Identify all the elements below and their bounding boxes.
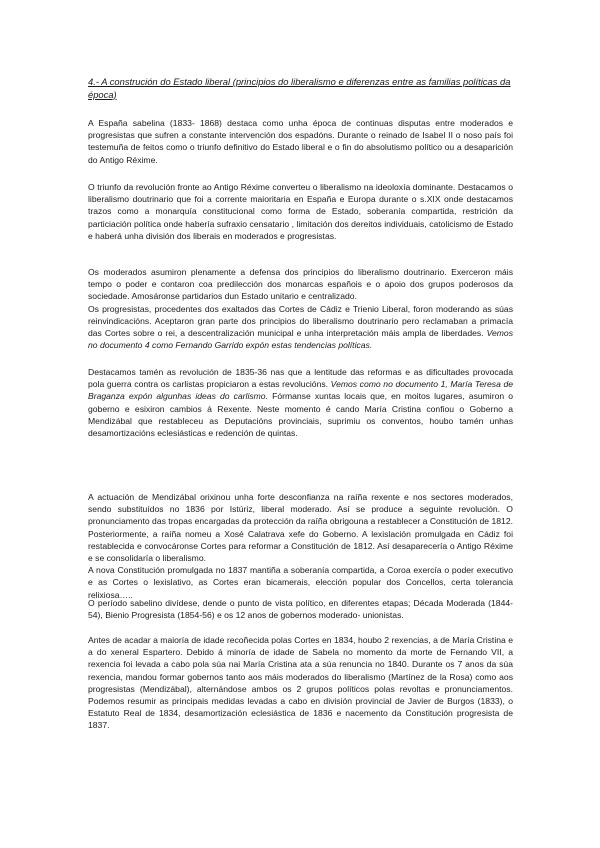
paragraph-isabelline-era: A España sabelina (1833- 1868) destaca como unha época de continuas disputas entre moderados e progresistas que sufren a constante intervención dos espadóns. Durante o reinado de Isabel II o noso país foi testemuña de feitos como o triunfo definitivo do Estado liberal e o fin do absolutismo político ou a desaparición do Antigo Réxime. <box>88 118 513 165</box>
new-constitution-text: A nova Constitución promulgada no 1837 mantiña a soberanía compartida, a Coroa exercía o poder executivo e as Cortes o lexislativo, as Cortes eran bicamerais, elección popular dos Concellos, certa tolerancia relixiosa….. <box>88 565 513 600</box>
paragraph-political-families <box>88 266 513 351</box>
document-4-reference: Vemos no documento 4 como Fernando Garrido expón estas tendencias políticas. <box>88 328 513 351</box>
paragraph-regencies: Antes de acadar a maioría de idade recoñecida polas Cortes en 1834, houbo 2 rexencias, a de María Cristina e a do xeneral Espartero. Debido á minoría de idade de Sabela no momento da morte de Fernando VII, a rexencia foi levada a cabo pola súa nai María Cristina ata a súa renuncia no 1840. Durante os 7 anos da súa rexencia, mandou formar gobernos tanto aos máis moderados do liberalismo (Martínez de la Rosa) como aos progresistas (Mendizábal), alternándose ambos os 2 grupos políticos polas revoltas e pronunciamentos. Podemos resumir as principais medidas levadas a cabo en división provincial de Javier de Burgos (1833), o Estatuto Real de 1834, desamortización eclesiástica de 1836 e nacemento da Constitución progresista de 1837. <box>88 635 513 731</box>
mendizabal-text: Fórmanse xuntas locais que, en moitos lugares, asumiron o goberno e esixiron cambios á Rexente. Neste momento é cando María Cristina confiou o Goberno a Mendizábal que restableceu as Deputacións provinciais, suprimiu os conventos, houbo tamén unhas desamortizacións eclesiásticas e redención de quintas. <box>88 391 514 439</box>
paragraph-revolution-1835-36 <box>88 366 513 439</box>
paragraph-doctrinaire-liberalism: O triunfo da revolución fronte ao Antigo Réxime converteu o liberalismo na ideoloxía dominante. Destacamos o liberalismo doutrinario que foi a corrente maioritaria en España e Europa durante o s.XIX onde destacamos trazos como a monarquía constitucional como forma de Estado, soberanía compartida, restrición da particiación política onde habería sufraxio censatario , limitación dos dereitos individuais, catolicismo de Estado e haberá unha división dos liberais en moderados e progresistas. <box>88 182 513 241</box>
document-1-reference: Vemos como no documento 1, María Teresa de Braganza expón algunhas ideas do carlismo. <box>88 379 514 402</box>
mendizabal-distrust-text: A actuación de Mendizábal orixinou unha forte desconfianza na raíña rexente e nos sectores moderados, sendo substituídos no 1836 por Istúriz, liberal moderado. Así se produce a seguinte revolución. O pronunciamento das tropas encargadas da protección da raíña obrigouna a restablecer a Constitución de 1812. Posteriormente, a raíña nomeu a Xosé Calatrava xefe do Goberno. A lexislación promulgada en Cádiz foi restablecida e convocáronse Cortes para reformar a Constitución de 1812. Así desaparecería o Antigo Réxime e se consolidaría o liberalismo. <box>88 492 513 564</box>
moderates-text: Os moderados asumiron plenamente a defensa dos principios do liberalismo doutrinario. Exerceron máis tempo o poder e contaron coa predilección dos monarcas españois e o apoio dos grupos poderosos da sociedade. Amosáronse partidarios dun Estado unitario e centralizado. <box>88 267 513 302</box>
progressives-text: Os progresistas, procedentes dos exaltados das Cortes de Cádiz e Trienio Liberal, foron moderando as súas reinvindicacións. Aceptaron gran parte dos principios do liberalismo doutrinario pero reclamaban a primacía das Cortes sobre o rei, a descentralización municipal e unha interpretación máis ampla de liberdades. <box>88 303 513 339</box>
paragraph-constitution-1837 <box>88 491 513 601</box>
section-heading: 4.- A construción do Estado liberal (principios do liberalismo e diferenzas entre as familias políticas da época) <box>88 76 511 100</box>
revolution-text: Destacamos tamén as revolución de 1835-36 nas que a lentitude das reformas e as dificultades provocada pola guerra contra os carlistas propiciaron a estas revolucións. <box>88 367 513 390</box>
paragraph-periods: O período sabelino divídese, dende o punto de vista político, en diferentes etapas; Década Moderada (1844-54), Bienio Progresista (1854-56) e os 12 anos de gobernos moderado- unionistas. <box>88 598 513 621</box>
